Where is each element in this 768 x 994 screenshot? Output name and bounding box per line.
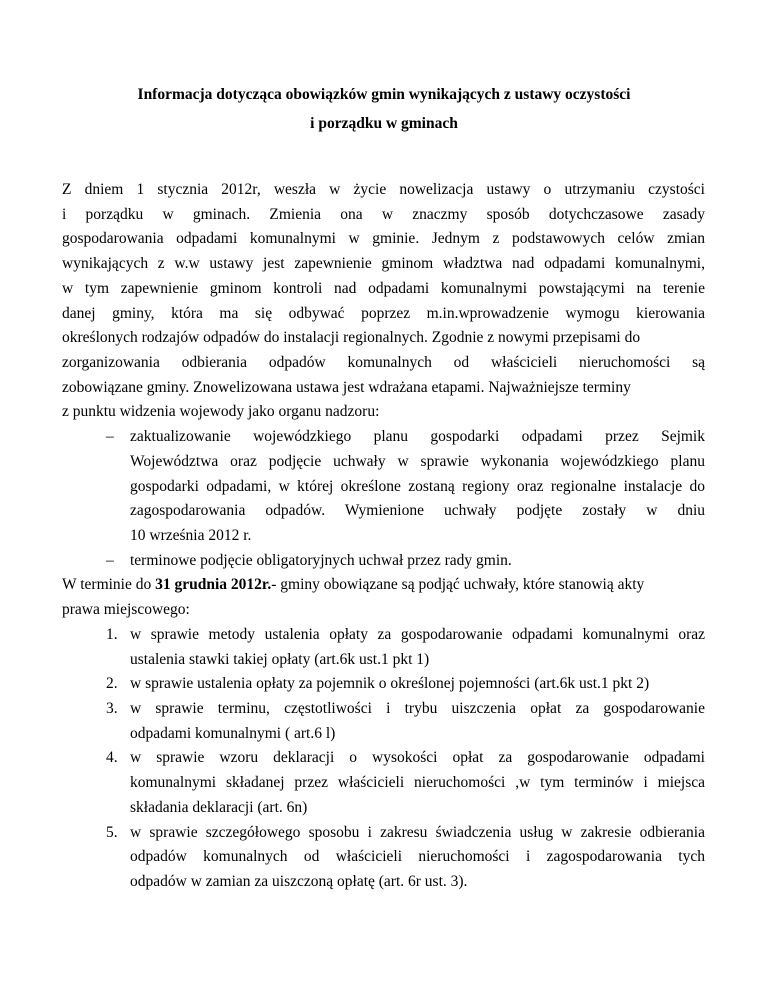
bullet-line: Województwa oraz podjęcie uchwały w sprawie wykonania wojewódzkiego planu (130, 452, 705, 470)
deadline-line (62, 575, 644, 595)
list-item-line: w sprawie ustalenia opłaty za pojemnik o określonej pojemności (art.6k ust.1 pkt 2) (130, 675, 650, 693)
list-item-line: komunalnymi składanej przez właścicieli nieruchomości ,w tym terminów i miejsca (130, 774, 705, 792)
list-item-line: w sprawie metody ustalenia opłaty za gospodarowanie odpadami komunalnymi oraz (130, 625, 705, 643)
list-number: 4. (106, 749, 118, 767)
deadline-line: prawa miejscowego: (62, 601, 190, 619)
list-item-line: w sprawie wzoru deklaracji o wysokości opłat za gospodarowanie odpadami (130, 749, 705, 767)
paragraph-line: Z dniem 1 stycznia 2012r, weszła w życie nowelizacja ustawy o utrzymaniu czystości (62, 181, 705, 198)
list-item-line: odpadów w zamian za uiszczoną opłatę (art. 6r ust. 3). (130, 873, 468, 890)
list-number: 1. (106, 625, 118, 643)
list-number: 5. (106, 823, 118, 841)
paragraph-line: w tym zapewnienie gminom kontroli nad odpadami komunalnymi powstającymi na terenie (62, 279, 705, 297)
document-title-line2: i porządku w gminach (310, 115, 458, 132)
bullet-dash: – (106, 551, 114, 569)
list-number: 3. (106, 700, 118, 717)
list-number: 2. (106, 675, 118, 693)
list-item-line: odpadów komunalnych od właścicieli nieruchomości i zagospodarowania tych (130, 848, 705, 866)
paragraph-line: z punktu widzenia wojewody jako organu nadzoru: (62, 403, 380, 421)
list-item-line: składania deklaracji (art. 6n) (130, 798, 308, 816)
paragraph-line: i porządku w gminach. Zmienia ona w znaczmy sposób dotychczasowe zasady (62, 205, 705, 223)
deadline-prefix: W terminie do (62, 576, 156, 594)
list-item-line: odpadami komunalnymi ( art.6 l) (130, 724, 336, 742)
deadline-date: 31 grudnia 2012r. (155, 576, 272, 594)
bullet-line: gospodarki odpadami, w której określone zostaną regiony oraz regionalne instalacje do (130, 477, 705, 495)
paragraph-line: określonych rodzajów odpadów do instalacji regionalnych. Zgodnie z nowymi przepisami do (62, 329, 641, 347)
paragraph-line: gospodarowania odpadami komunalnymi w gminie. Jednym z podstawowych celów zmian (62, 230, 705, 248)
bullet-line: zaktualizowanie wojewódzkiego planu gospodarki odpadami przez Sejmik (130, 428, 705, 446)
paragraph-line: wynikających z w.w ustawy jest zapewnienie gminom władztwa nad odpadami komunalnymi, (62, 255, 705, 273)
paragraph-line: zorganizowania odbierania odpadów komunalnych od właścicieli nieruchomości są (62, 354, 705, 371)
bullet-dash: – (106, 428, 114, 446)
document-title-line1: Informacja dotycząca obowiązków gmin wynikających z ustawy oczystości (137, 86, 631, 103)
list-item-line: ustalenia stawki takiej opłaty (art.6k ust.1 pkt 1) (130, 650, 430, 668)
bullet-line: terminowe podjęcie obligatoryjnych uchwał przez rady gmin. (130, 551, 512, 569)
deadline-suffix: - gminy obowiązane są podjąć uchwały, które stanowią akty (271, 576, 645, 594)
paragraph-line: danej gminy, która ma się odbywać poprzez m.in.wprowadzenie wymogu kierowania (62, 304, 705, 322)
bullet-line: zagospodarowania odpadów. Wymienione uchwały podjęte zostały w dniu (130, 502, 705, 520)
list-item-line: w sprawie terminu, częstotliwości i trybu uiszczenia opłat za gospodarowanie (130, 700, 705, 717)
list-item-line: w sprawie szczegółowego sposobu i zakresu świadczenia usług w zakresie odbierania (130, 823, 705, 841)
paragraph-line: zobowiązane gminy. Znowelizowana ustawa jest wdrażana etapami. Najważniejsze terminy (62, 378, 631, 396)
bullet-line: 10 września 2012 r. (130, 527, 252, 544)
